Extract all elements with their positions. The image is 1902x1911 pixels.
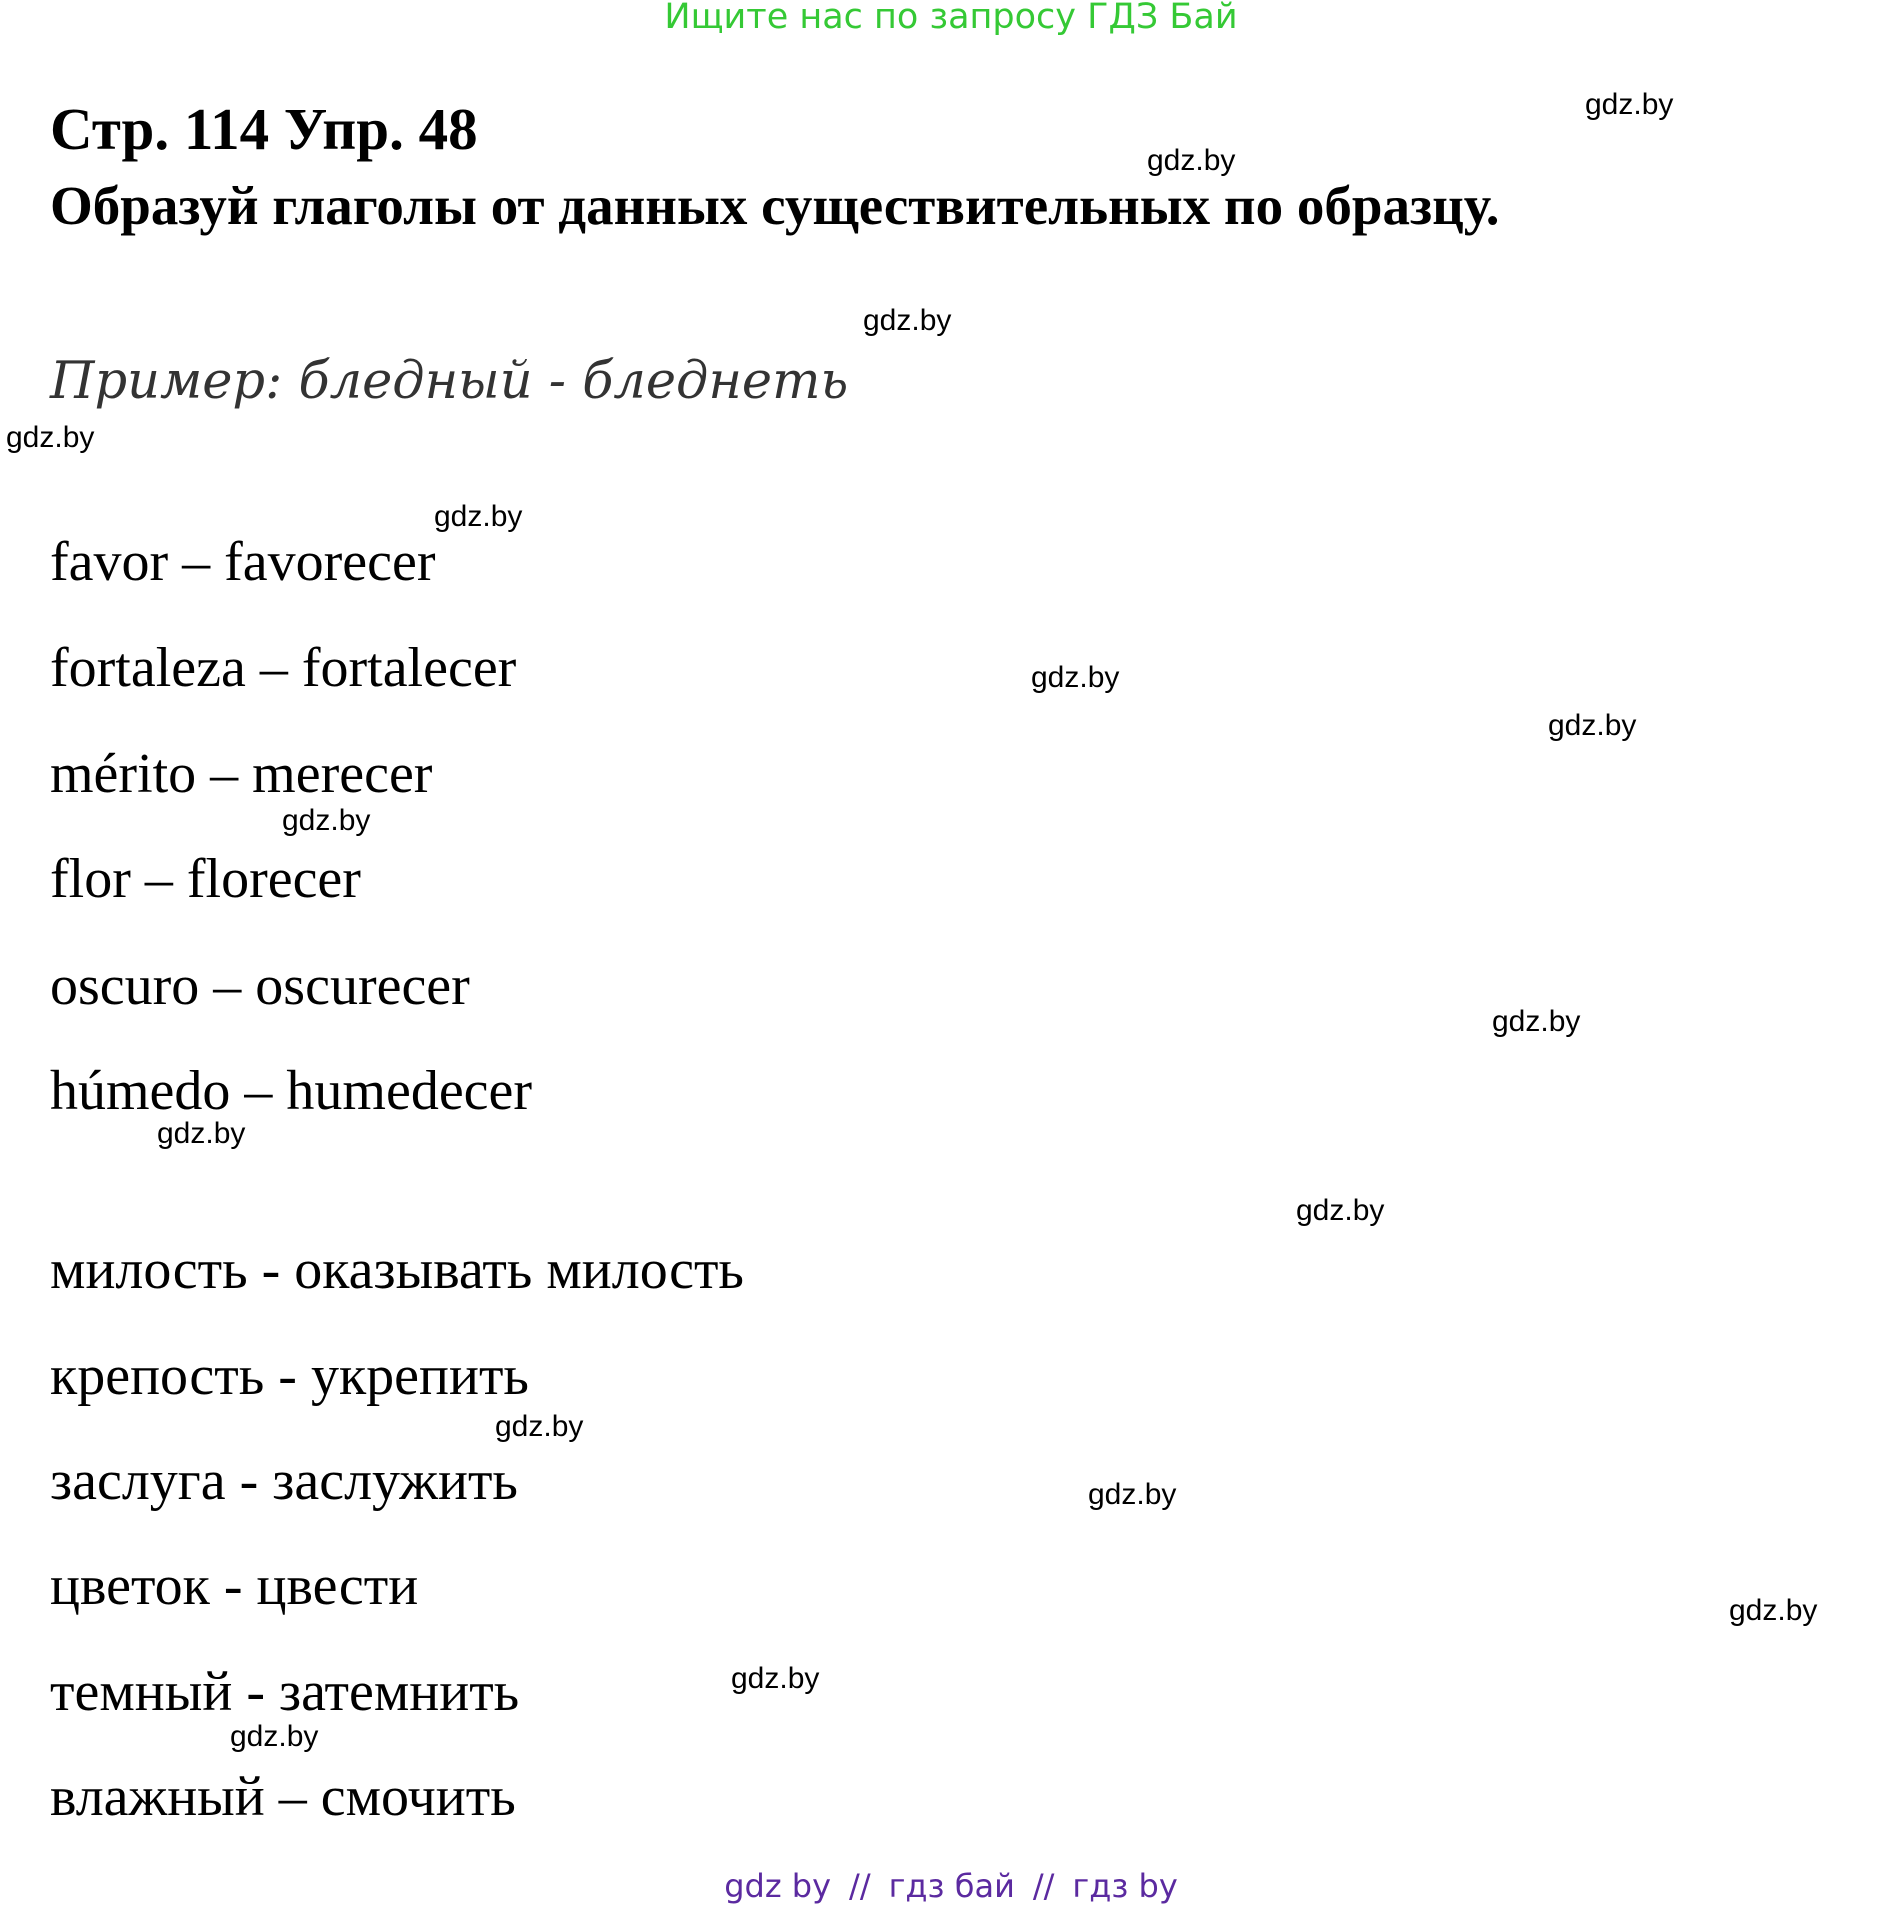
spanish-pair-4: flor – florecer	[50, 848, 361, 910]
example-line: Пример: бледный - бледнеть	[50, 352, 849, 411]
watermark: gdz.by	[863, 304, 952, 337]
spanish-pair-5: oscuro – oscurecer	[50, 955, 470, 1017]
spanish-pair-6: húmedo – humedecer	[50, 1060, 533, 1122]
footer-link-gdz-bai[interactable]: гдз бай	[888, 1867, 1015, 1905]
footer-separator: //	[849, 1867, 871, 1905]
watermark: gdz.by	[495, 1410, 584, 1443]
footer-separator: //	[1032, 1867, 1055, 1905]
spanish-pair-1: favor – favorecer	[50, 531, 436, 593]
russian-pair-4: цветок - цвести	[50, 1555, 419, 1617]
watermark: gdz.by	[1147, 144, 1236, 177]
watermark: gdz.by	[1492, 1005, 1581, 1038]
watermark: gdz.by	[282, 804, 371, 837]
footer-links	[0, 1867, 1902, 1905]
russian-pair-6: влажный – смочить	[50, 1766, 516, 1828]
task-instruction: Образуй глаголы от данных существительных по образцу.	[50, 175, 1500, 236]
watermark: gdz.by	[1548, 709, 1637, 742]
russian-pair-3: заслуга - заслужить	[50, 1450, 518, 1512]
russian-pair-5: темный - затемнить	[50, 1661, 520, 1723]
spanish-pair-2: fortaleza – fortalecer	[50, 637, 517, 699]
footer-link-gdz-by[interactable]: gdz by	[724, 1867, 832, 1905]
watermark: gdz.by	[1585, 88, 1674, 121]
watermark: gdz.by	[1729, 1594, 1818, 1627]
russian-pair-1: милость - оказывать милость	[50, 1239, 744, 1301]
watermark: gdz.by	[434, 500, 523, 533]
watermark: gdz.by	[6, 421, 95, 454]
watermark: gdz.by	[1088, 1478, 1177, 1511]
russian-pair-2: крепость - укрепить	[50, 1345, 529, 1407]
watermark: gdz.by	[230, 1720, 319, 1753]
footer-link-gdz-by-cyr[interactable]: гдз by	[1072, 1867, 1178, 1905]
top-banner: Ищите нас по запросу ГДЗ Бай	[664, 0, 1238, 37]
watermark: gdz.by	[157, 1117, 246, 1150]
spanish-pair-3: mérito – merecer	[50, 743, 433, 805]
watermark: gdz.by	[1296, 1194, 1385, 1227]
page-title: Стр. 114 Упр. 48	[50, 96, 478, 162]
watermark: gdz.by	[731, 1662, 820, 1695]
watermark: gdz.by	[1031, 661, 1120, 694]
